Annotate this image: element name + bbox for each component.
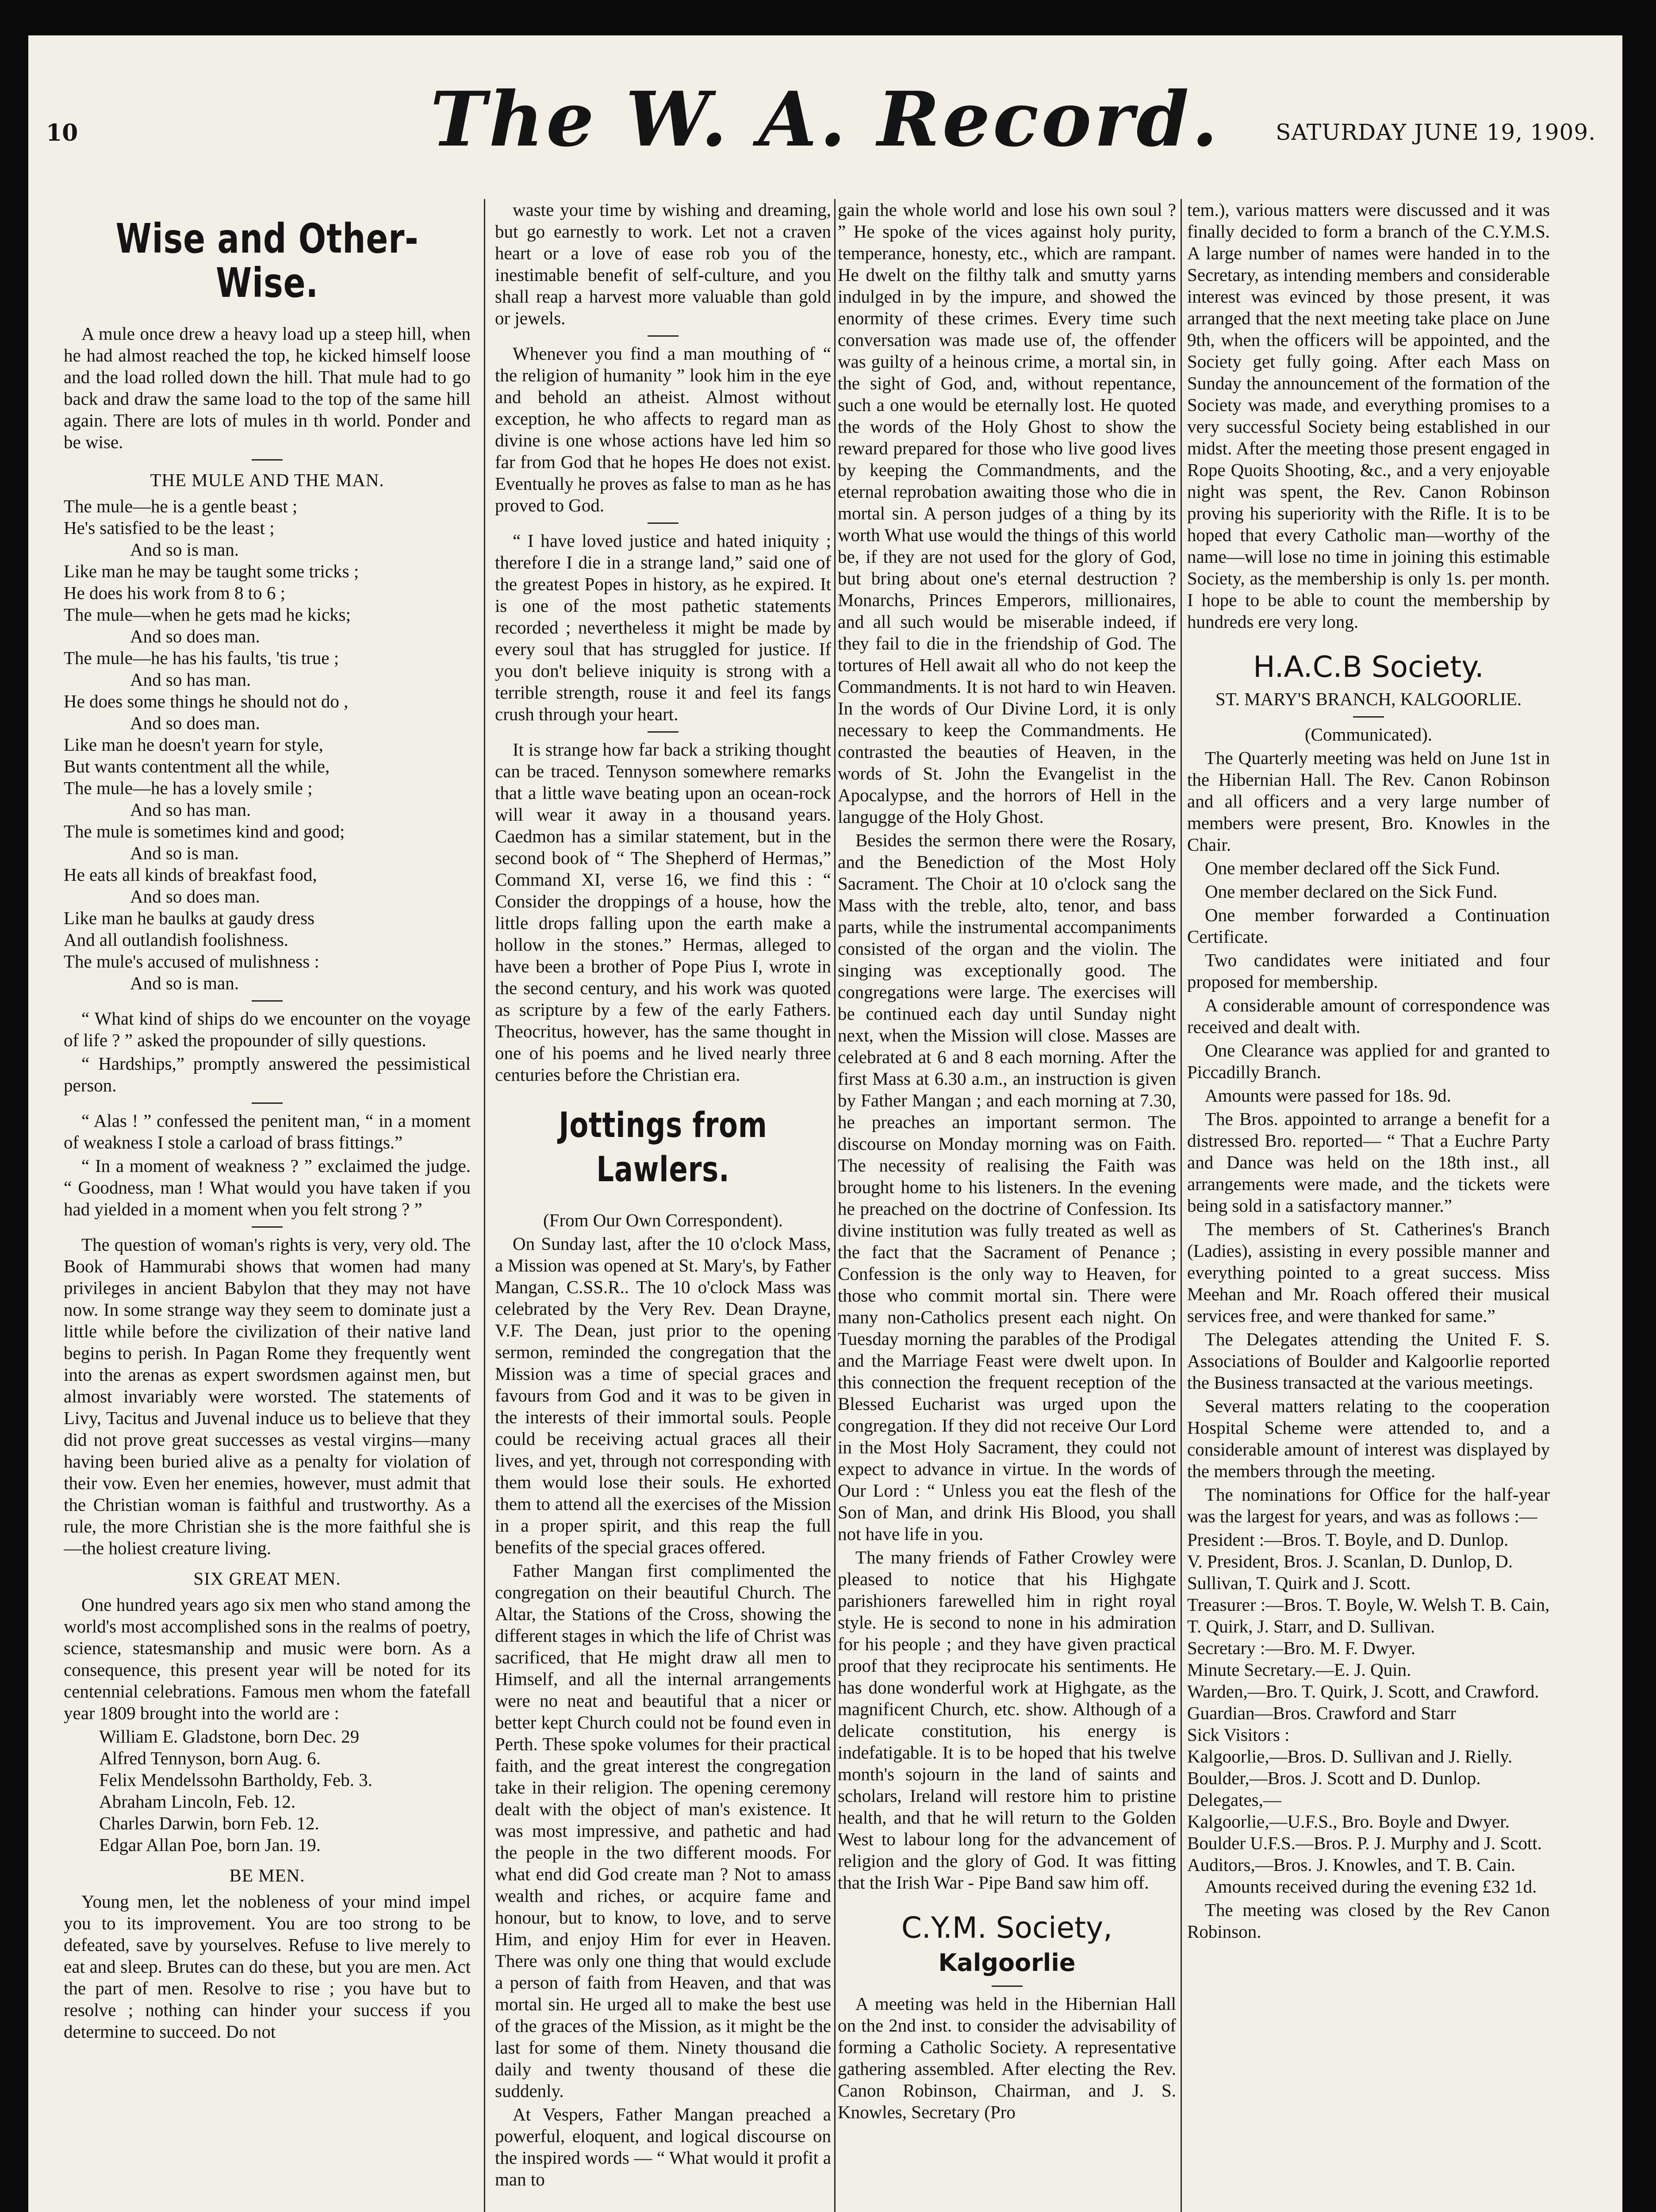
list-item: Kalgoorlie,—U.F.S., Bro. Boyle and Dwyer. <box>1187 1811 1510 1832</box>
list-item: Minute Secretary.—E. J. Quin. <box>1187 1659 1411 1680</box>
article-paragraph: One member declared off the Sick Fund. <box>1205 858 1500 878</box>
article-paragraph: One member declared on the Sick Fund. <box>1205 881 1498 902</box>
poem-line: And so is man. <box>130 539 239 560</box>
list-item: William E. Gladstone, born Dec. 29 <box>99 1726 360 1747</box>
poem-line: And so is man. <box>130 843 239 863</box>
article-paragraph: Amounts received during the evening £32 1d. <box>1205 1876 1537 1897</box>
divider <box>1353 716 1384 718</box>
poem-line: And so is man. <box>130 973 239 993</box>
poem-line: The mule's accused of mulishness : <box>64 951 319 972</box>
poem <box>64 495 471 994</box>
article-paragraph: “ I have loved justice and hated iniquity ; therefore I die in a strange land,” said one of the greatest Popes in history, as he expired. It is one of the most pathetic statements recorded ; nevertheless it might be made by every soul that has struggled for justice. If you don't believe iniquity is strong with a terrible strength, rouse it and feel its fangs crush through your heart. <box>495 530 831 724</box>
article-paragraph: A considerable amount of correspondence was received and dealt with. <box>1187 995 1550 1037</box>
poem-line: Like man he baulks at gaudy dress <box>64 908 315 928</box>
page-number: 10 <box>46 119 78 146</box>
article-paragraph: “ Alas ! ” confessed the penitent man, “ in a moment of weakness I stole a carload of brass fittings.” <box>64 1110 471 1152</box>
article-paragraph: A meeting was held in the Hibernian Hall on the 2nd inst. to consider the advisability of forming a Catholic Society. A representative gathering assembled. After electing the Rev. Canon Robinson, Chairman, and J. S. Knowles, Secretary (Pro <box>838 1993 1176 2122</box>
list-item: Auditors,—Bros. J. Knowles, and T. B. Cain. <box>1187 1855 1516 1875</box>
list-item: Secretary :—Bro. M. F. Dwyer. <box>1187 1638 1415 1658</box>
poem-line: But wants contentment all the while, <box>64 756 330 776</box>
article-paragraph: Whenever you find a man mouthing of “ the religion of humanity ” look him in the eye and behold an atheist. Almost without exception, he who affects to regard man as divine is one whose actions have led him so far from God that he hopes He does not exist. Eventually he proves as false to man as he has proved to God. <box>495 343 831 515</box>
poem-line: He does his work from 8 to 6 ; <box>64 583 286 603</box>
article-paragraph: tem.), various matters were discussed and it was finally decided to form a branch of the C.Y.M.S. A large number of names were handed in to the Secretary, as intending members and considerable interest was evinced by those present, it was arranged that the next meeting take place on June 9th, when the officers will be appointed, and the Society get fully going. After each Mass on Sunday the announcement of the formation of the Society was made, and everything promises to a very successful Society being established in our midst. After the meeting those present engaged in Rope Quoits Shooting, &c., and a very enjoyable night was spent, the Rev. Canon Robinson proving his superiority with the Rifle. It is to be hoped that every Catholic man—worthy of the name—will lose no time in joining this estimable Society, as the membership is only 1s. per month. I hope to be able to count the membership by hundreds ere very long. <box>1187 200 1550 632</box>
article-paragraph: Several matters relating to the cooperation Hospital Scheme were attended to, and a considerable amount of interest was displayed by the members through the meeting. <box>1187 1396 1550 1481</box>
article-paragraph: One hundred years ago six men who stand among the world's most accomplished sons in the realms of poetry, science, statesmanship and music were born. As a consequence, this present year will be noted for its centennial celebrations. Famous men whom the fatefall year 1809 brought into the world are : <box>64 1594 471 1723</box>
article-paragraph: The question of woman's rights is very, very old. The Book of Hammurabi shows that women had many privileges in ancient Babylon that they may not have now. In some strange way they seem to dominate just a little while before the civilization of their native land begins to perish. In Pagan Rome they frequently went into the arenas as expert swordsmen against men, but almost invariably were worsted. The statements of Livy, Tacitus and Juvenal induce us to believe that they did not prove great successes as vestal virgins—many having been buried alive as a penalty for violation of their vow. Even her enemies, however, must admit that the Christian woman is faithful and trustworthy. As a rule, the more Christian she is the more faithful she is—the holiest creature living. <box>64 1234 471 1558</box>
poem-line: The mule—he has his faults, 'tis true ; <box>64 648 339 668</box>
list-item: Treasurer :—Bros. T. Boyle, W. Welsh T. B. Cain, T. Quirk, J. Starr, and D. Sullivan. <box>1187 1594 1550 1636</box>
poem-line: Like man he doesn't yearn for style, <box>64 734 323 755</box>
article-paragraph: A mule once drew a heavy load up a steep hill, when he had almost reached the top, he kicked himself loose and the load rolled down the hill. That mule had to go back and draw the same load to the top of the same hill again. There are lots of mules in th world. Ponder and be wise. <box>64 323 471 452</box>
list-item: Guardian—Bros. Crawford and Starr <box>1187 1703 1457 1723</box>
poem-line: The mule—when he gets mad he kicks; <box>64 604 351 625</box>
poem-line: And so has man. <box>130 799 251 820</box>
masthead: The W. A. Record. <box>430 75 1221 164</box>
list-item: Boulder U.F.S.—Bros. P. J. Murphy and J. Scott. <box>1187 1833 1542 1853</box>
correspondent-credit: (From Our Own Correspondent). <box>543 1210 783 1230</box>
poem-line: The mule—he is a gentle beast ; <box>64 496 298 516</box>
poem-line: And all outlandish foolishness. <box>64 929 288 950</box>
article-paragraph: The members of St. Catherines's Branch (Ladies), assisting in every possible manner and everything pointed to a great success. Miss Meehan and Mr. Roach offered their musical services free, and were thanked for same.” <box>1187 1219 1550 1326</box>
divider <box>252 459 283 461</box>
column-2 <box>495 199 831 2212</box>
article-paragraph: Besides the sermon there were the Rosary, and the Benediction of the Most Holy Sacrament. The Choir at 10 o'clock sang the Mass with the treble, alto, tenor, and bass parts, while the instrumental accompaniments consisted of the organ and the violin. The singing was exceptionally good. The congregations were large. The exercises will be continued each day until Sunday night next, when the Mission will close. Masses are celebrated at 6 and 8 each morning. After the first Mass at 6.30 a.m., an instruction is given by Father Mangan ; and each morning at 7.30, he preaches an important sermon. The discourse on Monday morning was on Faith. The necessity of realising the Faith was brought home to his listeners. In the evening he preached on the doctrine of Confession. Its divine institution was fully treated as well as the fact that the Sacrament of Penance ; Confession is the only way to Heaven, for those who commit mortal sin. There were many non-Catholics present each night. On Tuesday morning the parables of the Prodigal and the Marriage Feast were dwelt upon. In this connection the frequent reception of the Blessed Eucharist was urged upon the congregation. If they did not receive Our Lord in the Most Holy Sacrament, they could not expect to advance in virtue. In the words of Our Lord : “ Unless you eat the flesh of the Son of Man, and drink His Blood, you shall not have life in you. <box>838 830 1176 1544</box>
divider <box>648 335 678 337</box>
dateline: SATURDAY JUNE 19, 1909. <box>1276 119 1596 145</box>
article-paragraph: “ Hardships,” promptly answered the pessimistical person. <box>64 1053 471 1095</box>
article-paragraph: At Vespers, Father Mangan preached a powerful, eloquent, and logical discourse on the inspired words — “ What would it profit a man to <box>495 2104 831 2189</box>
section-title-be-men: BE MEN. <box>229 1865 305 1886</box>
article-paragraph: One Clearance was applied for and granted to Piccadilly Branch. <box>1187 1040 1550 1082</box>
article-paragraph: Amounts were passed for 18s. 9d. <box>1205 1085 1451 1106</box>
section-title-six-great-men: SIX GREAT MEN. <box>193 1568 341 1589</box>
heading-wise-and-other-wise: Wise and Other-Wise. <box>115 215 419 307</box>
poem-line: He's satisfied to be the least ; <box>64 518 275 538</box>
communicated-note: (Communicated). <box>1304 724 1433 745</box>
article-paragraph: The many friends of Father Crowley were pleased to notice that his Highgate parishioners farewelled him in right royal style. He is second to none in his admiration for his people ; and they have given practical proof that they reciprocate his sentiments. He has done wonderful work at Highgate, as the magnificent Church, etc. show. Although of a delicate constitution, his energy is indefatigable. It is to be hoped that his twelve month's sojourn in the land of saints and scholars, Ireland will restore him to pristine health, and that he will return to the Golden West to labour long for the advancement of religion and the glory of God. It was fitting that the Irish War - Pipe Band saw him off. <box>838 1547 1176 1893</box>
column-rule <box>1181 199 1182 2212</box>
list-item: V. President, Bros. J. Scanlan, D. Dunlop, D. Sullivan, T. Quirk and J. Scott. <box>1187 1551 1513 1593</box>
divider <box>648 522 678 524</box>
column-rule <box>484 199 485 2212</box>
heading-jottings-from-lawlers: Jottings from Lawlers. <box>559 1106 767 1190</box>
divider <box>648 731 678 733</box>
article-paragraph: Father Mangan first complimented the congregation on their beautiful Church. The Altar, the Stations of the Cross, showing the different stages in which the life of Christ was sacrificed, that He might draw all men to Himself, and all the internal arrangements were no neat and beautiful that a nicer or better kept Church could not be found even in Perth. These spoke volumes for their practical faith, and the great interest the congregation take in their religion. The opening ceremony dealt with the object of man's existence. It was most impressive, and pathetic and had the people in the two different moods. For what end did God create man ? Not to amass wealth and riches, or acquire fame and honour, but to know, to love, and to serve Him, and enjoy Him for ever in Heaven. There was only one thing that would exclude a person of faith from Heaven, and that was mortal sin. He urged all to make the best use of the graces of the Mission, as it might be the last for some of them. Ninety thousand die daily and twenty thousand of these die suddenly. <box>495 1560 831 2101</box>
article-paragraph: “ In a moment of weakness ? ” exclaimed the judge. “ Goodness, man ! What would you have taken if you had yielded in a moment when you felt strong ? ” <box>64 1156 471 1219</box>
list-item: Alfred Tennyson, born Aug. 6. <box>99 1748 321 1768</box>
great-men-list <box>64 1726 471 1856</box>
subheading-kalgoorlie: Kalgoorlie <box>938 1949 1076 1977</box>
article-paragraph: Young men, let the nobleness of your mind impel you to its improvement. You are too strong to be defeated, save by yourselves. Refuse to live merely to eat and sleep. Brutes can do these, but you are men. Act the part of men. Resolve to rise ; you have but to resolve ; nothing can hinder your success if you determine to succeed. Do not <box>64 1891 471 2042</box>
article-paragraph: The Bros. appointed to arrange a benefit for a distressed Bro. reported— “ That a Euchre Party and Dance was held on the 18th inst., all arrangements were made, and the tickets were being sold in a satisfactory manner.” <box>1187 1109 1550 1216</box>
article-paragraph: The Delegates attending the United F. S. Associations of Boulder and Kalgoorlie reported the Business transacted at the various meetings. <box>1187 1329 1550 1393</box>
poem-line: The mule is sometimes kind and good; <box>64 821 345 841</box>
list-item: Charles Darwin, born Feb. 12. <box>99 1813 319 1833</box>
poem-line: He does some things he should not do , <box>64 691 349 711</box>
newspaper-page <box>28 35 1622 2212</box>
list-item: Sick Visitors : <box>1187 1724 1290 1745</box>
divider <box>252 1000 283 1002</box>
list-item: Felix Mendelssohn Bartholdy, Feb. 3. <box>99 1770 373 1790</box>
article-paragraph: The meeting was closed by the Rev Canon Robinson. <box>1187 1900 1550 1942</box>
article-paragraph: One member forwarded a Continuation Certificate. <box>1187 905 1550 947</box>
article-paragraph: Two candidates were initiated and four proposed for membership. <box>1187 950 1550 992</box>
article-paragraph: gain the whole world and lose his own soul ? ” He spoke of the vices against holy purity, temperance, honesty, etc., which are rampant. He dwelt on the filthy talk and smutty yarns indulged in by the impure, and showed the enormity of these crimes. Every time such conversation was made use of, the offender was guilty of a heinous crime, a mortal sin, in the sight of God, and, without repentance, such a one would be eternally lost. He quoted the words of the Holy Ghost to show the reward prepared for those who live good lives by keeping the Commandments, and the eternal reprobation awaiting those who die in mortal sin. A person judges of a thing by its worth What use would the things of this world be, if they are not used for the glory of God, but bring about one's eternal destruction ? Monarchs, Princes Emperors, millionaires, and all such would be miserable indeed, if they fail to die in the friendship of God. The tortures of Hell await all who do not keep the Commandments. It is not hard to win Heaven. In the words of Our Divine Lord, it is only necessary to keep the Commandments. He contrasted the beauties of Heaven, in the words of St. John the Evangelist in the Apocalypse, and the horrors of Hell in the langugge of the Holy Ghost. <box>838 200 1176 827</box>
poem-line: And so does man. <box>130 886 260 906</box>
article-paragraph: The Quarterly meeting was held on June 1st in the Hibernian Hall. The Rev. Canon Robinson and all officers and a very large number of members were present, Bro. Knowles in the Chair. <box>1187 748 1550 855</box>
article-paragraph: The nominations for Office for the half-year was the largest for years, and was as follows :— <box>1187 1484 1550 1526</box>
column-1 <box>64 199 471 2212</box>
article-paragraph: On Sunday last, after the 10 o'clock Mass, a Mission was opened at St. Mary's, by Father Mangan, C.SS.R.. The 10 o'clock Mass was celebrated by the Very Rev. Dean Drayne, V.F. The Dean, just prior to the opening sermon, reminded the congregation that the Mission was a time of special graces and favours from God and it was to be given in the interests of their immortal souls. People could be receiving actual graces all their lives, and yet, through not corresponding with them would lose their souls. He exhorted them to attend all the exercises of the Mission in a proper spirit, and this reap the full benefits of the special graces offered. <box>495 1233 831 1557</box>
nominations-list <box>1187 1529 1550 1876</box>
branch-name: ST. MARY'S BRANCH, KALGOORLIE. <box>1215 689 1522 709</box>
list-item: Boulder,—Bros. J. Scott and D. Dunlop. <box>1187 1768 1481 1788</box>
poem-line: And so does man. <box>130 713 260 733</box>
column-rule <box>834 199 836 2212</box>
heading-cym-society: C.Y.M. Society, <box>901 1911 1113 1945</box>
poem-line: The mule—he has a lovely smile ; <box>64 778 313 798</box>
list-item: Edgar Allan Poe, born Jan. 19. <box>99 1835 321 1855</box>
article-paragraph: “ What kind of ships do we encounter on the voyage of life ? ” asked the propounder of silly questions. <box>64 1008 471 1050</box>
poem-line: He eats all kinds of breakfast food, <box>64 864 317 885</box>
column-3 <box>838 199 1176 2212</box>
list-item: President :—Bros. T. Boyle, and D. Dunlop. <box>1187 1529 1509 1550</box>
divider <box>252 1102 283 1104</box>
article-paragraph: It is strange how far back a striking thought can be traced. Tennyson somewhere remarks that a little wave beating upon an ocean-rock will wear it away in a thousand years. Caedmon has a similar statement, but in the second book of “ The Shepherd of Hermas,” Command XI, verse 16, we find this : “ Consider the droppings of a house, how the little drops falling upon the earth make a hollow in the stones.” Hermas, alleged to have been a brother of Pope Pius I, wrote in the second century, and his work was quoted as scripture by a few of the early Fathers. Theocritus, however, has the same thought in one of his poems and he lived nearly three centuries before the Christian era. <box>495 739 831 1085</box>
list-item: Abraham Lincoln, Feb. 12. <box>99 1791 296 1812</box>
page-header <box>28 35 1622 195</box>
list-item: Kalgoorlie,—Bros. D. Sullivan and J. Rielly. <box>1187 1746 1513 1767</box>
list-item: Warden,—Bro. T. Quirk, J. Scott, and Crawford. <box>1187 1681 1539 1701</box>
divider <box>992 1985 1023 1987</box>
column-4 <box>1187 199 1550 2212</box>
article-paragraph: waste your time by wishing and dreaming, but go earnestly to work. Let not a craven heart or a love of ease rob you of the inestimable benefit of self-culture, and you shall reap a harvest more valuable than gold or jewels. <box>495 200 831 328</box>
poem-line: And so does man. <box>130 626 260 646</box>
divider <box>252 1226 283 1228</box>
poem-title: THE MULE AND THE MAN. <box>150 470 384 490</box>
poem-line: And so has man. <box>130 669 251 690</box>
list-item: Delegates,— <box>1187 1790 1281 1810</box>
poem-line: Like man he may be taught some tricks ; <box>64 561 359 581</box>
heading-hacb-society: H.A.C.B Society. <box>1253 650 1484 684</box>
